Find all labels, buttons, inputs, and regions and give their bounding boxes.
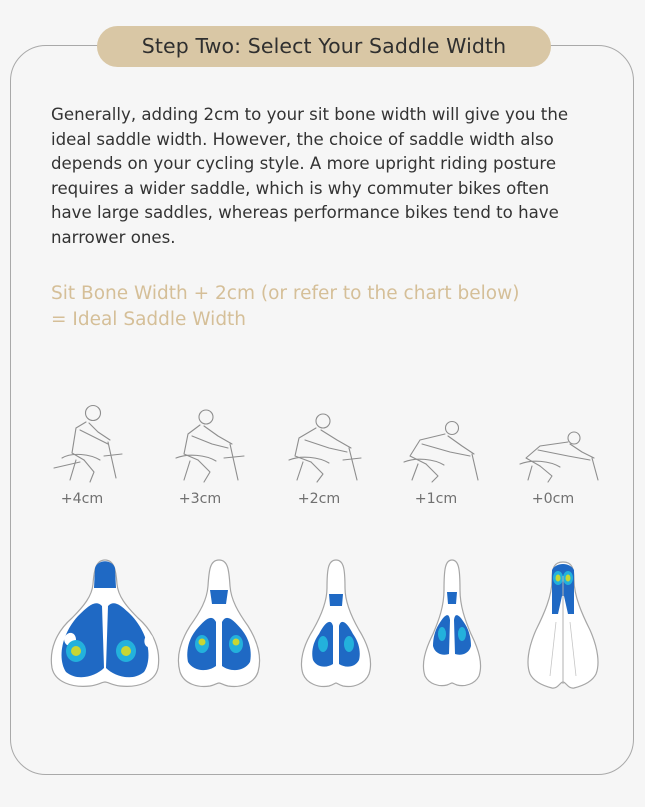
aero-rider-icon	[518, 398, 602, 484]
relaxed-rider-icon	[168, 398, 252, 484]
saddle-width-formula	[51, 281, 626, 332]
page-title: Step Two: Select Your Saddle Width	[97, 26, 551, 67]
posture-label: +2cm	[297, 491, 341, 507]
posture-label: +0cm	[531, 491, 575, 507]
upright-rider-icon	[50, 398, 134, 484]
intro-line: narrower ones.	[51, 227, 176, 247]
posture-label: +1cm	[414, 491, 458, 507]
intro-line: depends on your cycling style. A more upright riding posture	[51, 154, 557, 174]
intro-line: ideal saddle width. However, the choice of saddle width also	[51, 129, 554, 149]
medium-saddle-pressure-map-icon	[277, 556, 395, 692]
medium-wide-saddle-pressure-map-icon	[160, 556, 278, 692]
intro-line: requires a wider saddle, which is why commuter bikes often	[51, 178, 550, 198]
intro-line: Generally, adding 2cm to your sit bone width will give you the	[51, 105, 569, 124]
intro-line: have large saddles, whereas performance bikes tend to have	[51, 203, 559, 223]
racing-saddle-pressure-map-icon	[504, 556, 622, 692]
narrow-saddle-pressure-map-icon	[393, 556, 511, 692]
formula-line-1: Sit Bone Width + 2cm (or refer to the chart below)	[51, 283, 520, 304]
formula-line-2: = Ideal Saddle Width	[51, 308, 247, 330]
leaning-rider-icon	[283, 398, 367, 484]
posture-label: +4cm	[60, 491, 104, 507]
intro-paragraph	[51, 103, 626, 251]
sport-rider-icon	[400, 398, 484, 484]
posture-label: +3cm	[178, 491, 222, 507]
wide-saddle-pressure-map-icon	[46, 556, 164, 692]
